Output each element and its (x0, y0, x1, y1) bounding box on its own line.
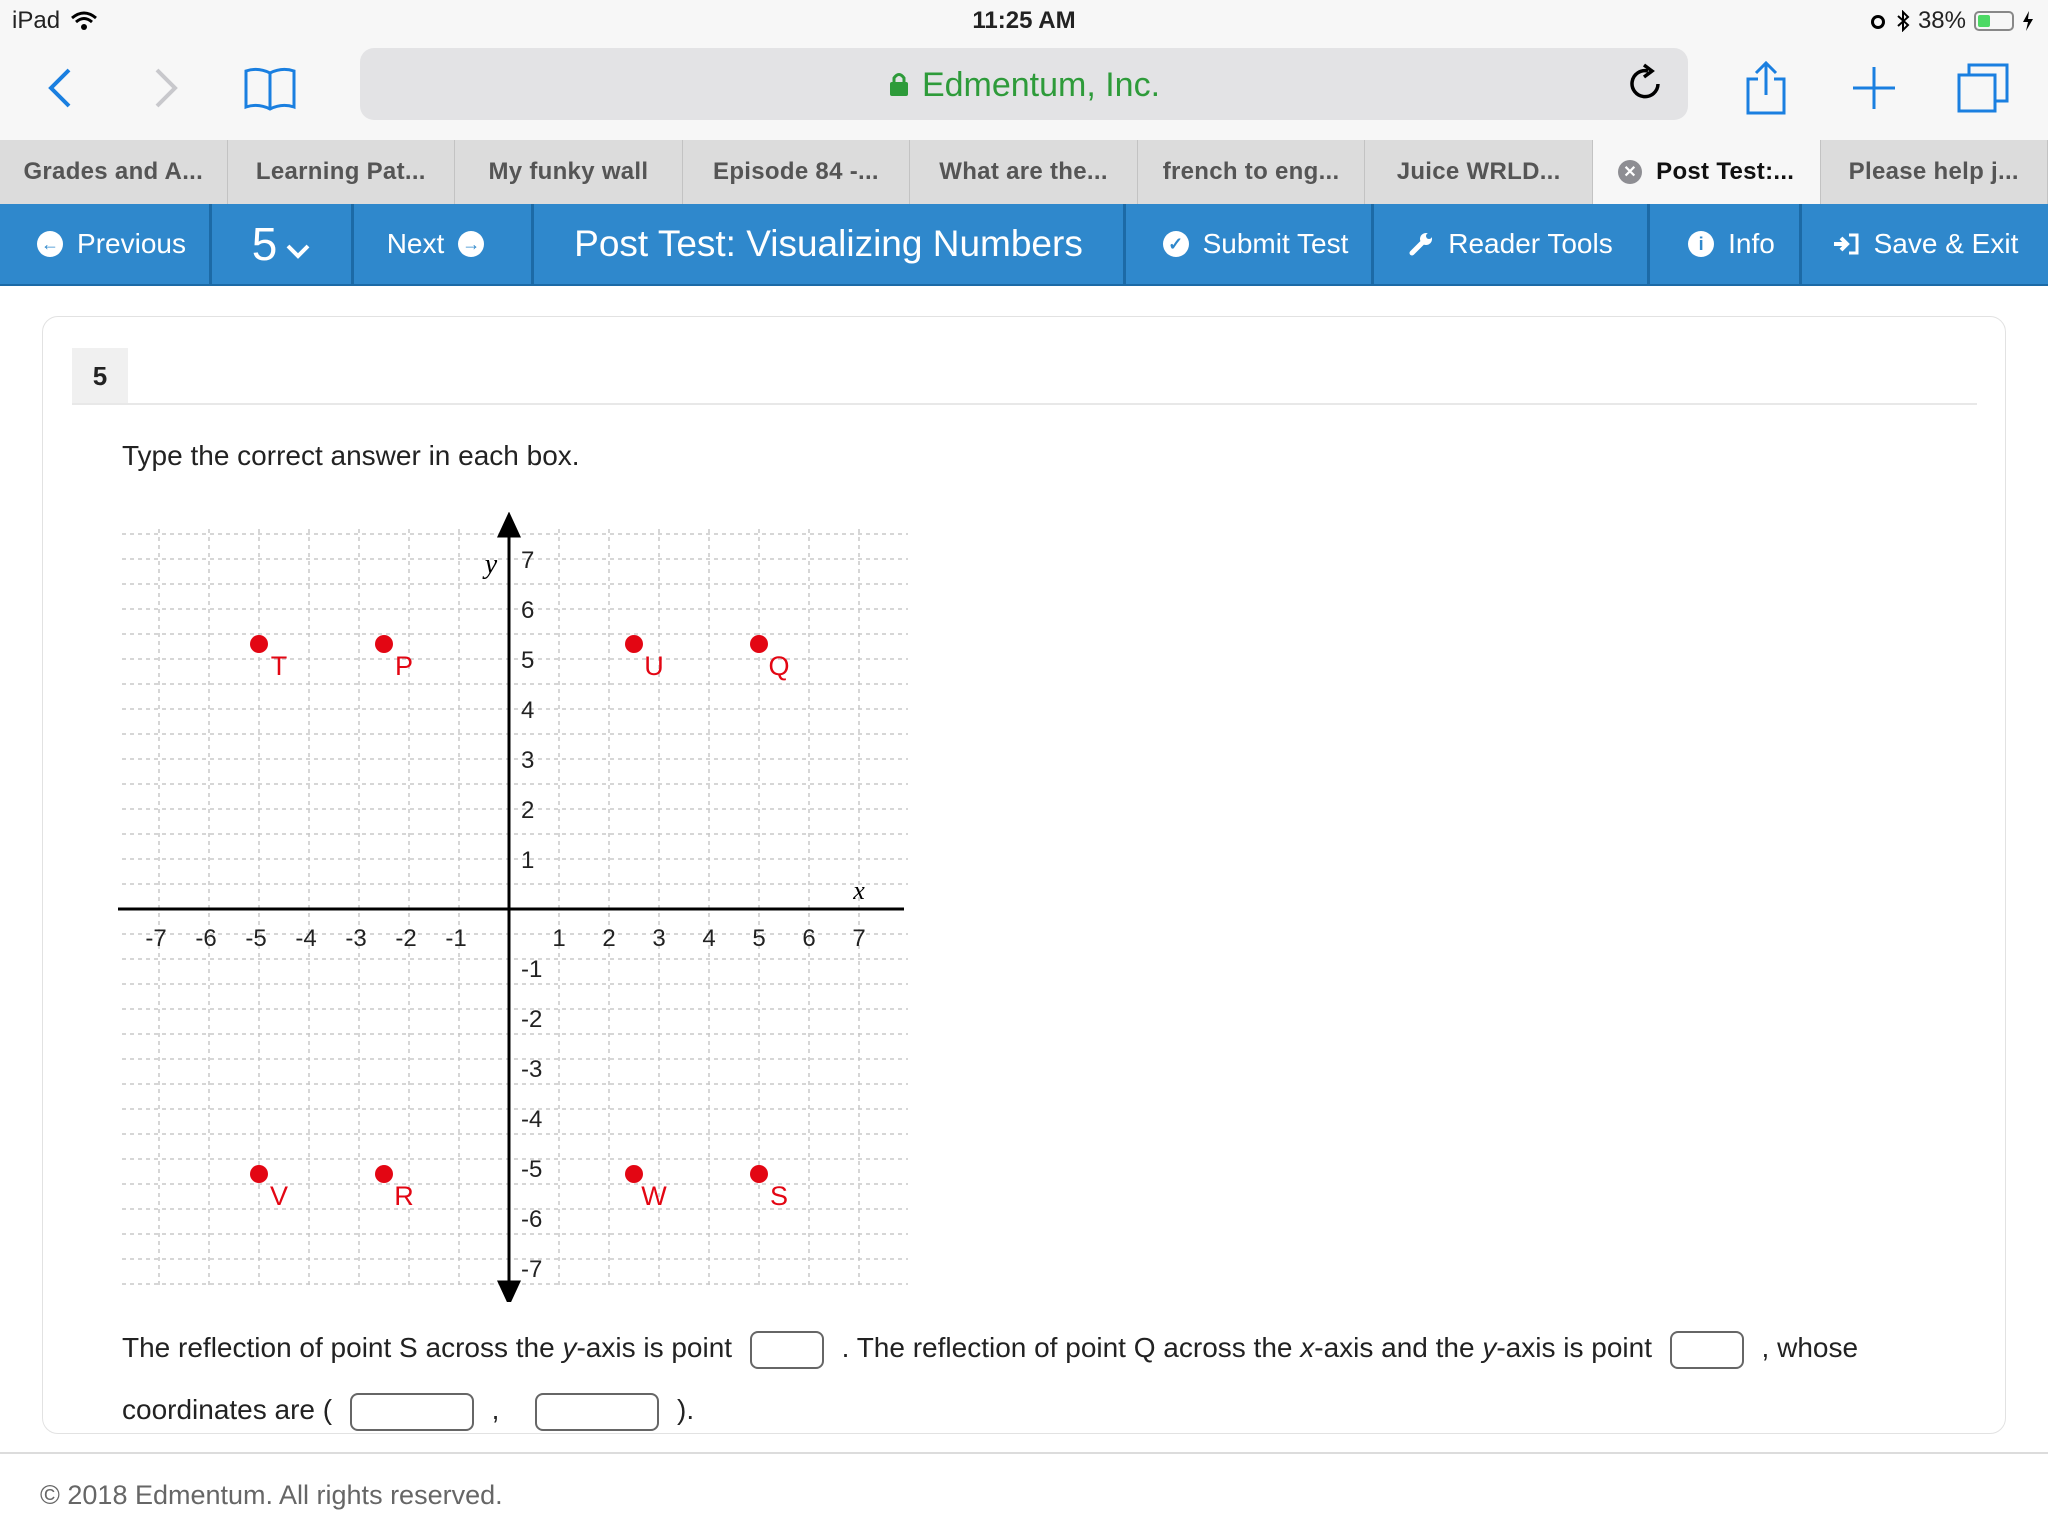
x-tick-label: -3 (345, 925, 367, 952)
question-number-badge: 5 (72, 348, 128, 404)
copyright-text: © 2018 Edmentum. All rights reserved. (40, 1480, 503, 1510)
y-tick-label: -5 (521, 1156, 543, 1183)
answer-sentence-line2: coordinates are ( , ). (122, 1390, 694, 1431)
answer-sentence-line1: The reflection of point S across the y-axis is point . The reflection of point Q across the x-axis and the y-axis is point , whose (122, 1328, 1858, 1369)
point-label-p: P (394, 651, 414, 681)
x-tick-label: 1 (552, 925, 566, 952)
tabs-overview-icon[interactable] (1955, 60, 2011, 116)
data-point-s (750, 1165, 768, 1183)
y-axis-arrow-down (497, 1281, 521, 1303)
point-label-u: U (644, 651, 664, 681)
bluetooth-icon (1896, 10, 1910, 32)
charging-icon (2022, 10, 2034, 32)
browser-tab[interactable]: Juice WRLD... (1365, 140, 1593, 204)
close-tab-icon[interactable]: ✕ (1618, 160, 1642, 184)
answer-box-x-coordinate[interactable] (350, 1393, 474, 1431)
url-title: Edmentum, Inc. (921, 66, 1161, 104)
point-label-s: S (769, 1181, 789, 1211)
browser-tab[interactable]: Grades and A... (0, 140, 228, 204)
clock: 11:25 AM (972, 7, 1076, 34)
submit-test-button[interactable]: ✓ Submit Test (1126, 204, 1374, 284)
point-label-t: T (270, 651, 288, 681)
battery-icon (1974, 11, 2014, 31)
point-label-r: R (394, 1181, 414, 1211)
x-tick-label: 4 (702, 925, 716, 952)
y-tick-label: 3 (521, 747, 535, 774)
data-point-t (250, 635, 268, 653)
info-circle-icon: i (1688, 231, 1714, 257)
forward-arrow-icon[interactable] (138, 60, 194, 116)
back-arrow-icon[interactable] (32, 60, 88, 116)
divider (72, 403, 1977, 405)
reader-tools-button[interactable]: Reader Tools (1374, 204, 1650, 284)
point-label-q: Q (768, 651, 790, 681)
x-tick-label: -4 (295, 925, 317, 952)
arrow-left-circle-icon: ← (37, 231, 63, 257)
x-tick-label: 6 (802, 925, 816, 952)
status-bar (0, 0, 2048, 42)
y-tick-label: -3 (521, 1056, 543, 1083)
y-tick-label: 5 (521, 647, 535, 674)
save-exit-button[interactable]: Save & Exit (1802, 204, 2048, 284)
new-tab-plus-icon[interactable] (1846, 60, 1902, 116)
y-tick-label: -1 (521, 956, 543, 983)
x-tick-label: 7 (852, 925, 866, 952)
browser-tab[interactable]: french to eng... (1138, 140, 1366, 204)
browser-tab[interactable]: Please help j... (1821, 140, 2048, 204)
previous-button[interactable]: ← Previous (0, 204, 212, 284)
reload-icon[interactable] (1626, 62, 1666, 111)
page-title: Post Test: Visualizing Numbers (534, 204, 1126, 284)
check-circle-icon: ✓ (1163, 231, 1189, 257)
y-tick-label: -6 (521, 1206, 543, 1233)
battery-percent: 38% (1917, 7, 1966, 34)
x-tick-label: 5 (752, 925, 766, 952)
x-axis-label: x (853, 876, 865, 905)
y-tick-label: -2 (521, 1006, 543, 1033)
browser-tab[interactable]: What are the... (910, 140, 1138, 204)
y-tick-label: 7 (521, 547, 535, 574)
browser-tab[interactable]: Learning Pat... (228, 140, 456, 204)
question-number-dropdown[interactable]: 5 (212, 204, 354, 284)
point-label-w: W (641, 1181, 667, 1211)
coordinate-plane-graph (118, 512, 908, 1302)
data-point-r (375, 1165, 393, 1183)
y-tick-label: 6 (521, 597, 535, 624)
y-axis-arrow-up (497, 512, 521, 538)
wrench-icon (1408, 231, 1434, 257)
address-bar[interactable] (360, 48, 1688, 120)
data-point-v (250, 1165, 268, 1183)
share-icon[interactable] (1738, 60, 1794, 116)
browser-tab-strip (0, 140, 2048, 204)
footer-divider (0, 1452, 2048, 1454)
x-tick-label: -7 (145, 925, 167, 952)
y-tick-label: -7 (521, 1256, 543, 1283)
y-tick-label: 1 (521, 847, 535, 874)
x-tick-label: -2 (395, 925, 417, 952)
next-button[interactable]: Next → (354, 204, 534, 284)
browser-tab[interactable]: My funky wall (455, 140, 683, 204)
browser-toolbar (0, 42, 2048, 140)
answer-box-reflection-s[interactable] (750, 1331, 824, 1369)
instruction-text: Type the correct answer in each box. (122, 440, 580, 471)
sign-out-icon (1832, 232, 1860, 256)
y-tick-label: 4 (521, 697, 535, 724)
x-tick-label: -1 (445, 925, 467, 952)
bookmarks-book-icon[interactable] (242, 60, 298, 116)
x-tick-label: -5 (245, 925, 267, 952)
y-tick-label: -4 (521, 1106, 543, 1133)
chevron-down-icon (285, 241, 311, 261)
data-point-q (750, 635, 768, 653)
x-tick-label: 3 (652, 925, 666, 952)
browser-tab[interactable]: Episode 84 -... (683, 140, 911, 204)
lock-icon (888, 70, 910, 98)
y-tick-label: 2 (521, 797, 535, 824)
x-tick-label: -6 (195, 925, 217, 952)
info-button[interactable]: i Info (1650, 204, 1802, 284)
browser-tab-active[interactable]: ✕ Post Test:... (1593, 140, 1821, 204)
arrow-right-circle-icon: → (458, 231, 484, 257)
point-label-v: V (269, 1181, 289, 1211)
x-tick-label: 2 (602, 925, 616, 952)
alarm-icon (1868, 11, 1888, 31)
device-name: iPad (12, 7, 61, 34)
answer-box-reflection-q[interactable] (1670, 1331, 1744, 1369)
answer-box-y-coordinate[interactable] (535, 1393, 659, 1431)
data-point-p (375, 635, 393, 653)
y-axis-label: y (484, 549, 498, 580)
test-nav-bar (0, 204, 2048, 286)
data-point-u (625, 635, 643, 653)
